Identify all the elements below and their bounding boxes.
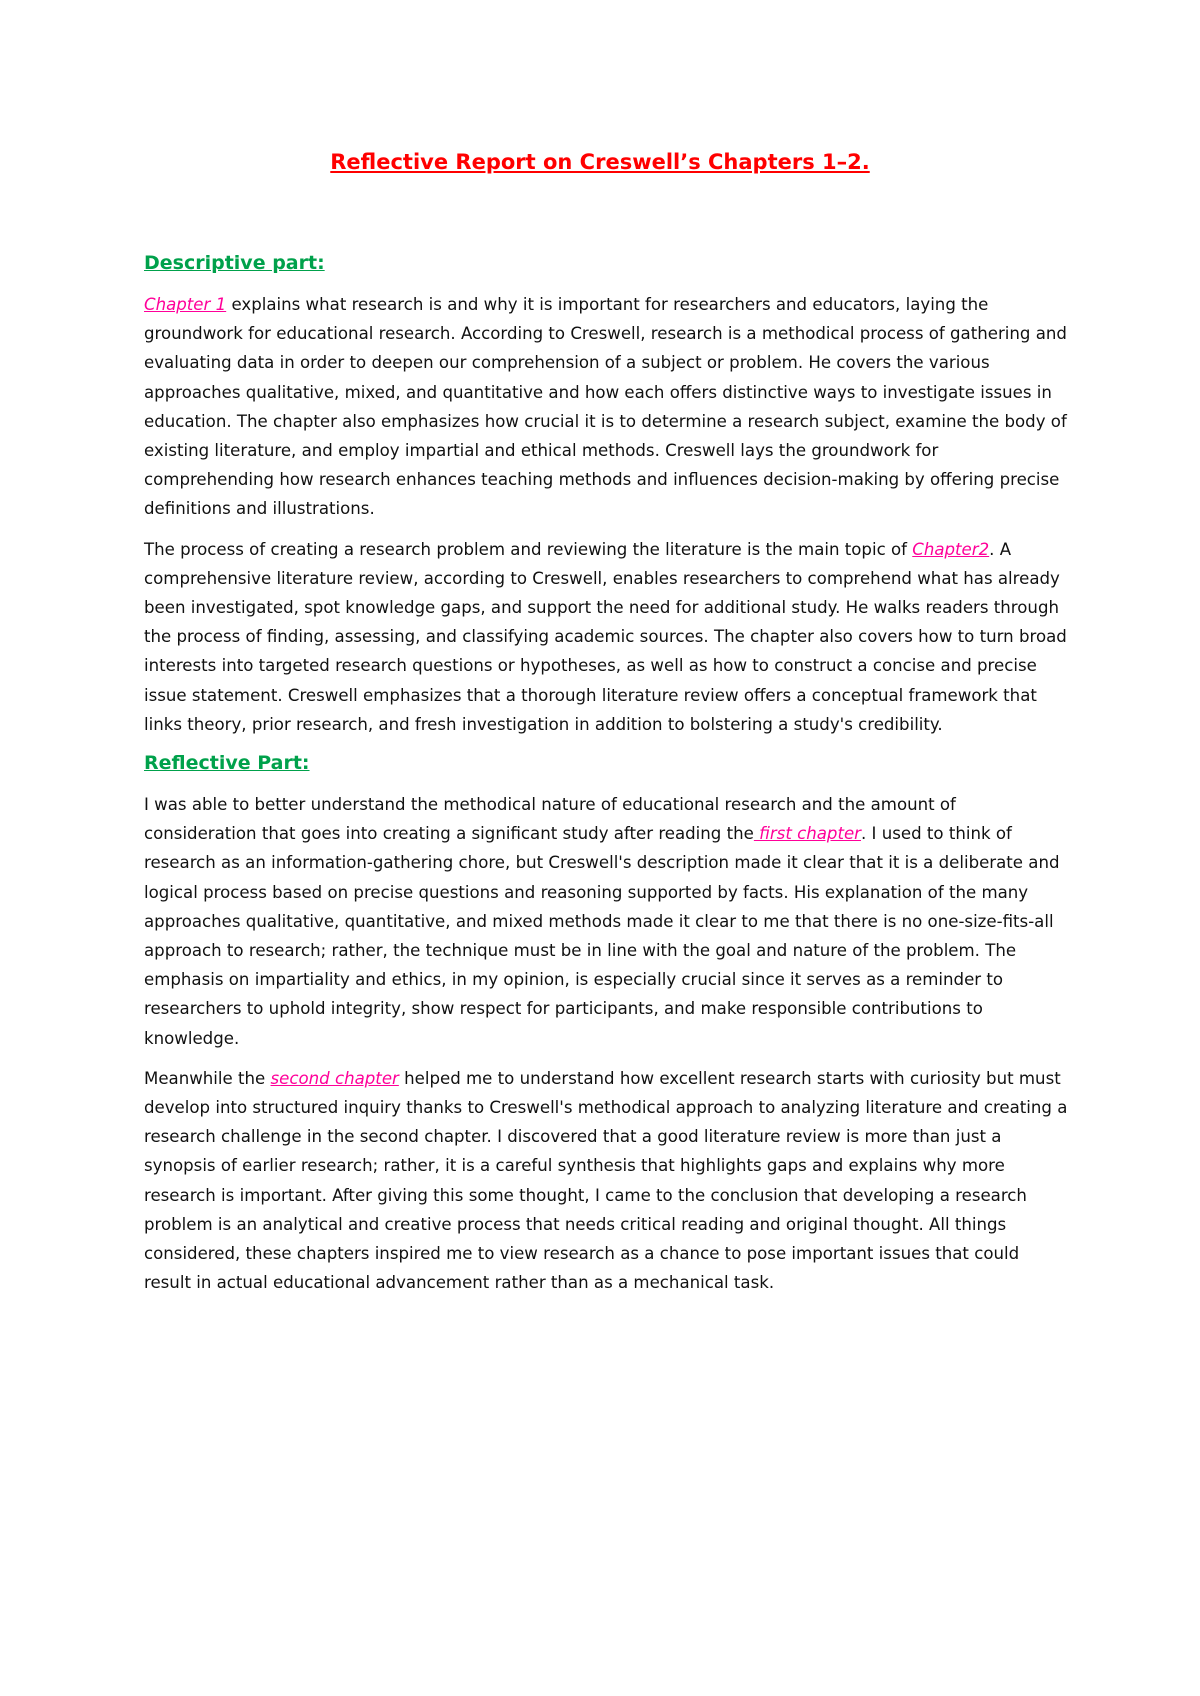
descriptive-heading: Descriptive part: — [144, 252, 325, 274]
first-chapter-link[interactable]: first chapter — [753, 824, 861, 844]
descriptive-paragraph-2 — [144, 535, 1070, 739]
reflective-section — [144, 750, 1070, 1297]
descriptive-paragraph-1 — [144, 290, 1070, 524]
paragraph-text-before: The process of creating a research problem and reviewing the literature is the main topic of — [144, 539, 913, 559]
paragraph-text: explains what research is and why it is important for researchers and educators, laying the groundwork for educational research. According to Creswell, research is a methodical process of gathering and evaluating data in order to deepen our comprehension of a subject or problem. He covers the various approaches qualitative, mixed, and quantitative and how each offers distinctive ways to investigate issues in education. The chapter also emphasizes how crucial it is to determine a research subject, examine the body of existing literature, and employ impartial and ethical methods. Creswell lays the groundwork for comprehending how research enhances teaching methods and influences decision-making by offering precise definitions and illustrations. — [144, 295, 1067, 519]
paragraph-text-before: Meanwhile the — [144, 1068, 271, 1088]
paragraph-text-after: . I used to think of research as an information-gathering chore, but Creswell's description made it clear that it is a deliberate and logical process based on precise questions and reasoning supported by facts. His explanation of the many approaches qualitative, quantitative, and mixed methods made it clear to me that there is no one-size-fits-all approach to research; rather, the technique must be in line with the goal and nature of the problem. The emphasis on impartiality and ethics, in my opinion, is especially crucial since it serves as a reminder to researchers to uphold integrity, show respect for participants, and make responsible contributions to knowledge. — [144, 824, 1060, 1048]
document-title: Reflective Report on Creswell’s Chapters 1–2. — [330, 150, 870, 174]
chapter-2-link[interactable]: Chapter2 — [912, 539, 990, 559]
reflective-paragraph-2 — [144, 1064, 1070, 1298]
reflective-paragraph-1 — [144, 790, 1070, 1053]
chapter-1-link[interactable]: Chapter 1 — [144, 295, 227, 314]
document-body — [144, 250, 1070, 1309]
paragraph-text-before: I was able to better understand the methodical nature of educational research and the amount of consideration that goes into creating a significant study after reading the — [144, 795, 956, 844]
paragraph-text-after: . A comprehensive literature review, according to Creswell, enables researchers to comprehend what has already been investigated, spot knowledge gaps, and support the need for additional study. He walks readers through the process of finding, assessing, and classifying academic sources. The chapter also covers how to turn broad interests into targeted research questions or hypotheses, as well as how to construct a concise and precise issue statement. Creswell emphasizes that a thorough literature review offers a conceptual framework that links theory, prior research, and fresh investigation in addition to bolstering a study's credibility. — [144, 539, 1067, 734]
second-chapter-link[interactable]: second chapter — [270, 1068, 399, 1088]
reflective-heading: Reflective Part: — [144, 752, 310, 775]
paragraph-text-after: helped me to understand how excellent research starts with curiosity but must develop into structured inquiry thanks to Creswell's methodical approach to analyzing literature and creating a research challenge in the second chapter. I discovered that a good literature review is more than just a synopsis of earlier research; rather, it is a careful synthesis that highlights gaps and explains why more research is important. After giving this some thought, I came to the conclusion that developing a research problem is an analytical and creative process that needs critical reading and original thought. All things considered, these chapters inspired me to view research as a chance to pose important issues that could result in actual educational advancement rather than as a mechanical task. — [144, 1068, 1068, 1293]
descriptive-section — [144, 250, 1070, 739]
